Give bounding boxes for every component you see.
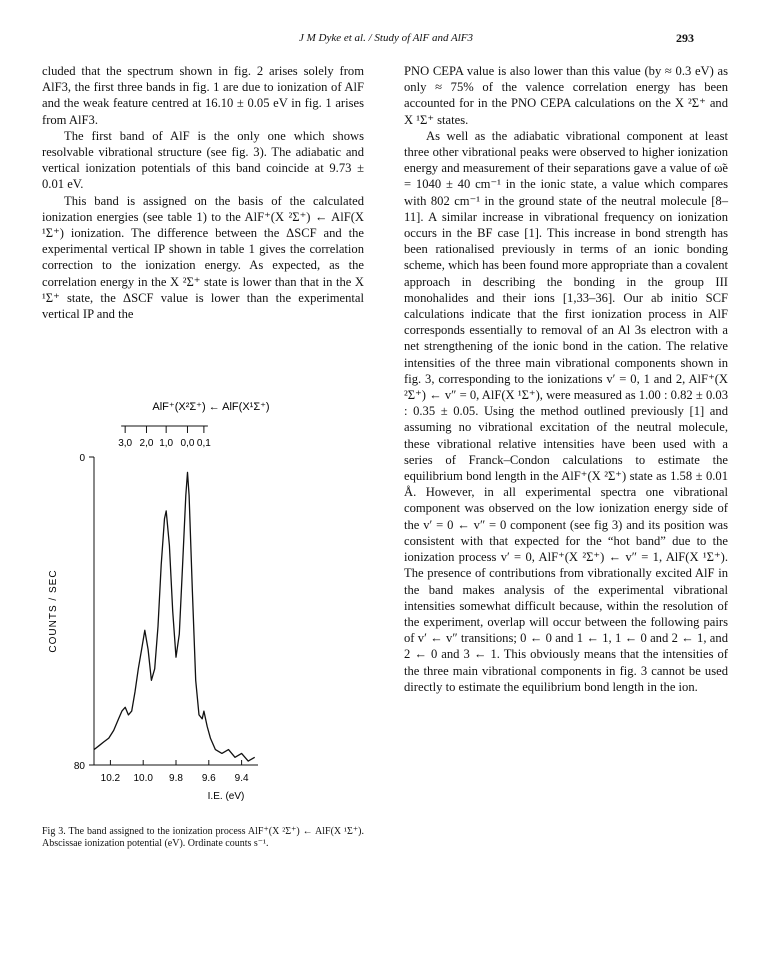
x-tick-label: 10.0 [133,773,153,784]
x-tick-label: 9.4 [234,773,249,784]
y-tick-label: 80 [73,761,85,772]
x-axis-label: I.E. (eV) [207,791,245,802]
marker-label: 1,0 [159,438,174,449]
x-tick-label: 9.6 [201,773,216,784]
left-paragraph-3: This band is assigned on the basis of the calculated ionization energies (see table 1) to the AlF⁺(X ²Σ⁺) ← AlF(X ¹Σ⁺) ionization. The difference between the ΔSCF and the experimental vertical IP shown in table 1 gives the correlation correction to the ionization energy. As expected, as the correlation energy in the X ²Σ⁺ state is lower than that in the X ¹Σ⁺ state, the ΔSCF value is lower than the experimental vertical IP and the [42,193,364,322]
marker-label: 0,0 [180,438,195,449]
running-title: J M Dyke et al. / Study of AlF and AlF3 [298,32,474,44]
x-ticks [101,760,249,784]
y-ticks [74,453,94,772]
right-paragraph-1: PNO CEPA value is also lower than this value (by ≈ 0.3 eV) as only ≈ 75% of the valence correlation energy has been accounted for in the PNO CEPA calculations on the X ²Σ⁺ and X ¹Σ⁺ states. [404,64,728,127]
y-tick-label: 0 [79,453,85,464]
x-tick-label: 10.2 [100,773,121,784]
spectrum-plot [36,365,366,825]
spectrum-line [94,472,255,761]
marker-label: 0,1 [196,438,211,449]
left-paragraph-1: cluded that the spectrum shown in fig. 2 arises solely from AlF3, the first three bands in fig. 1 are due to ionization of AlF and the weak feature centred at 16.10 ± 0.05 eV in fig. 1 arises from AlF3. [42,64,364,127]
right-column [404,63,728,695]
x-tick-label: 9.8 [169,773,183,784]
page-header [0,30,772,50]
left-paragraph-2: The first band of AlF is the only one which shows resolvable vibrational structure (see fig. 3). The adiabatic and vertical ionization potentials of this band coincide at 9.73 ± 0.01 eV. [42,128,364,192]
figure-caption: Fig 3. The band assigned to the ionization process AlF⁺(X ²Σ⁺) ← AlF(X ¹Σ⁺). Abscissae ionization potential (eV). Ordinate counts s⁻¹. [42,826,364,850]
left-column [42,63,364,322]
page-number: 293 [676,31,694,45]
right-paragraph-2: As well as the adiabatic vibrational component at least three other vibrational peaks were observed to higher ionization energy and measurement of their separations gave a value of ω̃e = 1040 ± 40 cm⁻¹ in the ionic state, a value which compares with 802 cm⁻¹ in the ground state of the neutral molecule [8–11]. A similar increase in vibrational frequency on ionization occurs in the BF case [1]. This increase in bond strength has been rationalised previously in terms of an ionic bonding scheme, which has been found more appropriate than a covalent approach in describing the bonding in the group III monohalides and their ions [1,33–36]. Our ab initio SCF calculations indicate that the first ionization process in AlF corresponds essentially to removal of an Al 3s electron with a net strengthening of the ionic bond in the cation. The relative intensities of the three main vibrational components shown in fig. 3, corresponding to the ionizations v′ = 0, 1 and 2, AlF⁺(X ²Σ⁺) ← v″ = 0, AlF(X ¹Σ⁺), were measured as 1.00 : 0.82 ± 0.03 : 0.35 ± 0.05. Using the method outlined previously [1] and assuming no vibrational excitation of the neutral molecule, these vibrational relative intensities have been used with a series of Franck–Condon calculations to estimate the equilibrium bond length in the AlF⁺(X ²Σ⁺) state as 1.58 ± 0.01 Å. However, in all experimental spectra one vibrational component was observed on the low ionization energy side of the v′ = 0 ← v″ = 0 component (see fig 3) and its position was consistent with that expected for the “hot band” due to the ionization process v′ = 0, AlF⁺(X ²Σ⁺) ← v″ = 1, AlF(X ¹Σ⁺). The presence of contributions from vibrationally excited AlF in the band makes analysis of the experimental vibrational intensities somewhat difficult because, within the resolution of the experiment, overlap will occur between the following pairs of v′ ← v″ transitions; 0 ← 0 and 1 ← 1, 1 ← 0 and 2 ← 1, and 2 ← 0 and 3 ← 1. This obviously means that the intensities of the three main vibrational components in fig. 3 cannot be used directly to estimate the equilibrium bond length in the ion. [404,128,728,694]
marker-label: 2,0 [139,438,154,449]
transition-label: AlF⁺(X²Σ⁺) ← AlF(X¹Σ⁺) [152,401,270,413]
vibrational-markers [118,426,211,449]
figure-3 [36,365,366,840]
y-axis-label: COUNTS / SEC [48,569,59,653]
marker-label: 3,0 [118,438,133,449]
